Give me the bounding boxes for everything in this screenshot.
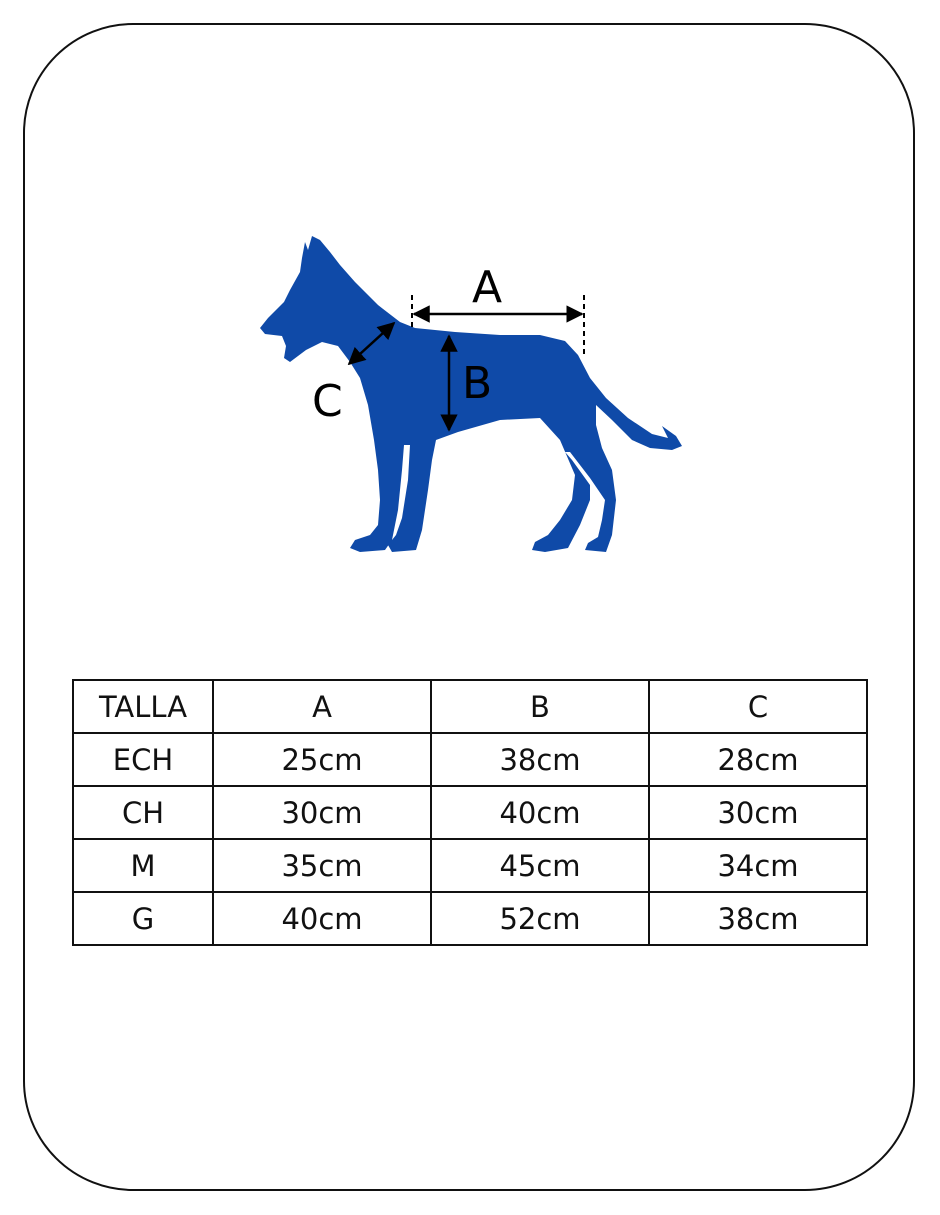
table-row xyxy=(73,892,867,945)
cell-c: 38cm xyxy=(649,892,867,945)
label-b: B xyxy=(462,358,493,409)
cell-a: 30cm xyxy=(213,786,431,839)
cell-c: 30cm xyxy=(649,786,867,839)
header-b: B xyxy=(431,680,649,733)
cell-size: ECH xyxy=(73,733,213,786)
cell-b: 40cm xyxy=(431,786,649,839)
cell-a: 40cm xyxy=(213,892,431,945)
cell-b: 45cm xyxy=(431,839,649,892)
cell-c: 28cm xyxy=(649,733,867,786)
cell-b: 38cm xyxy=(431,733,649,786)
header-a: A xyxy=(213,680,431,733)
table-header-row xyxy=(73,680,867,733)
label-c: C xyxy=(312,376,343,427)
cell-size: CH xyxy=(73,786,213,839)
table-row xyxy=(73,839,867,892)
table-row xyxy=(73,733,867,786)
cell-size: G xyxy=(73,892,213,945)
cell-b: 52cm xyxy=(431,892,649,945)
cell-a: 35cm xyxy=(213,839,431,892)
header-c: C xyxy=(649,680,867,733)
cell-c: 34cm xyxy=(649,839,867,892)
cell-a: 25cm xyxy=(213,733,431,786)
size-table xyxy=(72,679,868,946)
label-a: A xyxy=(472,262,503,313)
table-row xyxy=(73,786,867,839)
header-talla: TALLA xyxy=(73,680,213,733)
cell-size: M xyxy=(73,839,213,892)
